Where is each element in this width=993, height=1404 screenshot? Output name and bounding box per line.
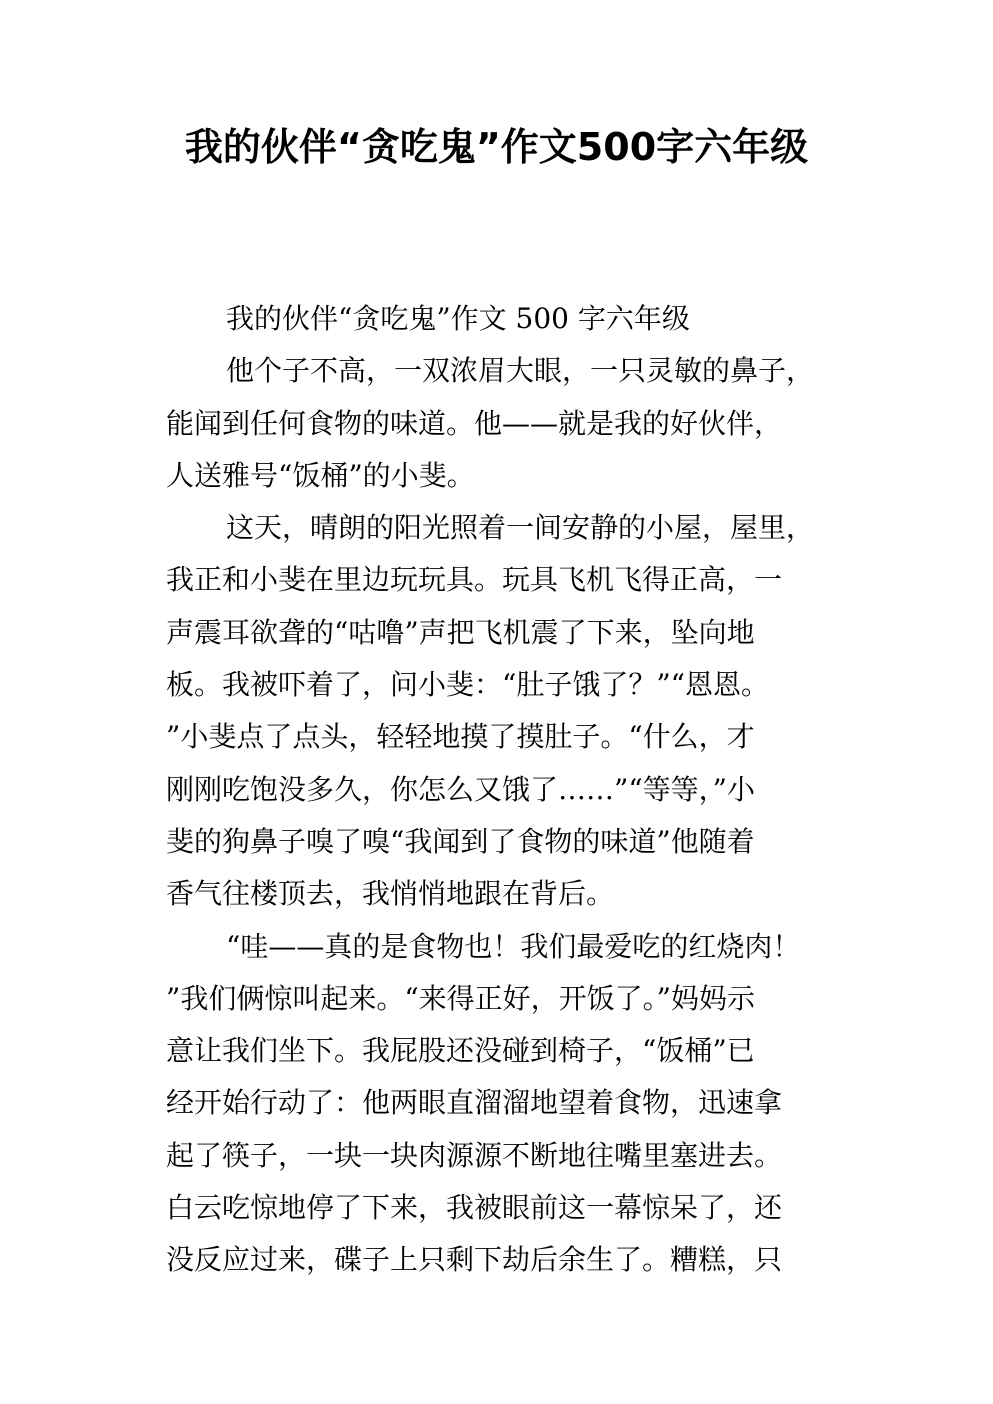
text-line: ”小斐点了点头，轻轻地摸了摸肚子。“什么，才 — [166, 720, 755, 754]
document-title: 我的伙伴“贪吃鬼”作文500字六年级 — [184, 125, 809, 169]
text-line: 起了筷子，一块一块肉源源不断地往嘴里塞进去。 — [166, 1138, 783, 1172]
text-line: 刚刚吃饱没多久，你怎么又饿了……”“等等，”小 — [166, 772, 755, 806]
text-line: 我正和小斐在里边玩玩具。玩具飞机飞得正高，一 — [166, 563, 783, 597]
text-line: 人送雅号“饭桶”的小斐。 — [166, 458, 475, 492]
text-line: 白云吃惊地停了下来，我被眼前这一幕惊呆了，还 — [166, 1191, 783, 1225]
text-line: “哇——真的是食物也！我们最爱吃的红烧肉！ — [226, 929, 801, 963]
text-line: 声震耳欲聋的“咕噜”声把飞机震了下来，坠向地 — [166, 615, 755, 649]
text-line: 这天，晴朗的阳光照着一间安静的小屋，屋里， — [226, 511, 815, 545]
paragraph-heading-line: 我的伙伴“贪吃鬼”作文 500 字六年级 — [226, 302, 690, 335]
text-line: 板。我被吓着了，问小斐：“肚子饿了？”“恩恩。 — [166, 668, 769, 702]
text-line: 经开始行动了：他两眼直溜溜地望着食物，迅速拿 — [166, 1086, 783, 1120]
text-line: 香气往楼顶去，我悄悄地跟在背后。 — [166, 877, 615, 911]
text-line: 能闻到任何食物的味道。他——就是我的好伙伴， — [166, 406, 783, 440]
text-line: 斐的狗鼻子嗅了嗅“我闻到了食物的味道”他随着 — [166, 824, 755, 858]
text-line: ”我们俩惊叫起来。“来得正好，开饭了。”妈妈示 — [166, 981, 755, 1015]
document-body — [166, 293, 846, 1287]
text-line: 他个子不高，一双浓眉大眼，一只灵敏的鼻子， — [226, 354, 815, 388]
text-line: 意让我们坐下。我屁股还没碰到椅子，“饭桶”已 — [166, 1034, 755, 1068]
text-line: 没反应过来，碟子上只剩下劫后余生了。糟糕，只 — [166, 1243, 783, 1277]
